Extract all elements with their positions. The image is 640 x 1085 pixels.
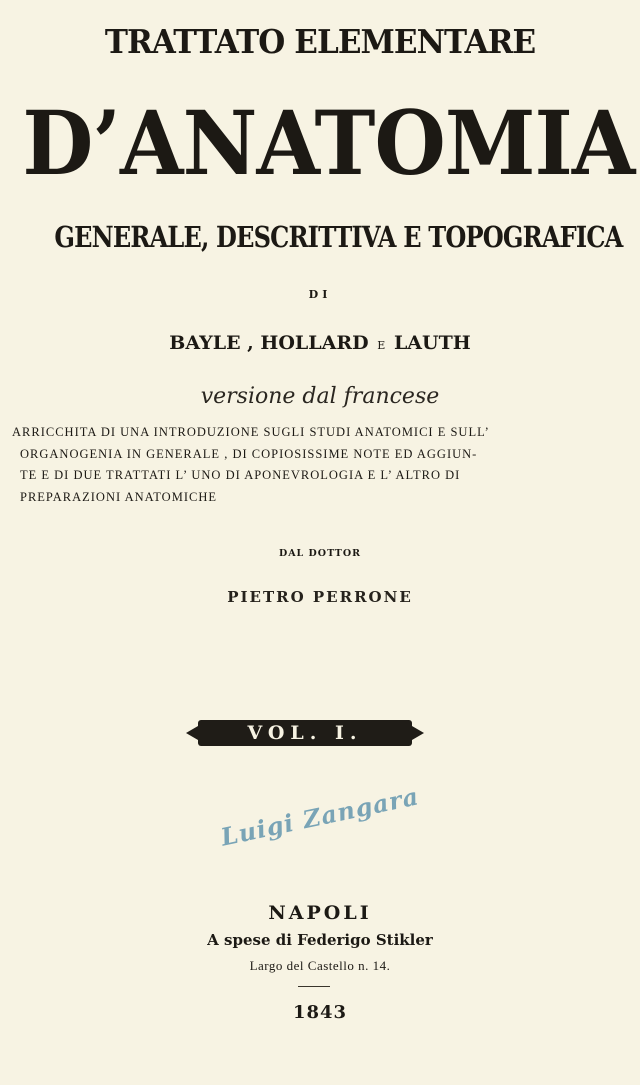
- author-conjunction: E: [377, 339, 386, 352]
- divider-rule: [298, 986, 330, 987]
- stamp-text: Luigi Zangara: [218, 781, 422, 852]
- main-title: D’ANATOMIA: [22, 91, 635, 195]
- author-separator: ,: [240, 332, 261, 354]
- title-line-1: TRATTATO ELEMENTARE: [104, 22, 536, 61]
- description-line: ORGANOGENIA IN GENERALE , DI COPIOSISSIME NOTE ED AGGIUN-: [20, 446, 478, 461]
- city: NAPOLI: [268, 902, 372, 924]
- volume-banner: [186, 716, 424, 750]
- handwritten-note: versione dal francese: [200, 384, 440, 409]
- di-word: DI: [308, 288, 332, 301]
- address: Largo del Castello n. 14.: [249, 958, 391, 973]
- owner-stamp: [0, 781, 640, 852]
- author-hollard: HOLLARD: [260, 332, 369, 354]
- author-lauth: LAUTH: [393, 332, 471, 354]
- by-doctor-label: DAL DOTTOR: [278, 548, 362, 559]
- description-line: TE E DI DUE TRATTATI L’ UNO DI APONEVROLOGIA E L’ ALTRO DI: [20, 468, 461, 482]
- year: 1843: [292, 1002, 348, 1023]
- publisher: A spese di Federigo Stikler: [207, 931, 433, 949]
- banner-right-tip: [412, 726, 424, 740]
- author-bayle: BAYLE: [169, 332, 241, 354]
- description-line: ARRICCHITA DI UNA INTRODUZIONE SUGLI STUDI ANATOMICI E SULL’: [12, 425, 490, 439]
- subtitle: GENERALE, DESCRITTIVA E TOPOGRAFICA: [54, 220, 623, 254]
- translator-name: PIETRO PERRONE: [227, 588, 413, 606]
- volume-label: VOL. I.: [247, 722, 363, 744]
- banner-left-tip: [186, 726, 198, 740]
- description-paragraph: [12, 422, 574, 508]
- authors-line: [0, 332, 640, 354]
- description-line: PREPARAZIONI ANATOMICHE: [20, 489, 217, 504]
